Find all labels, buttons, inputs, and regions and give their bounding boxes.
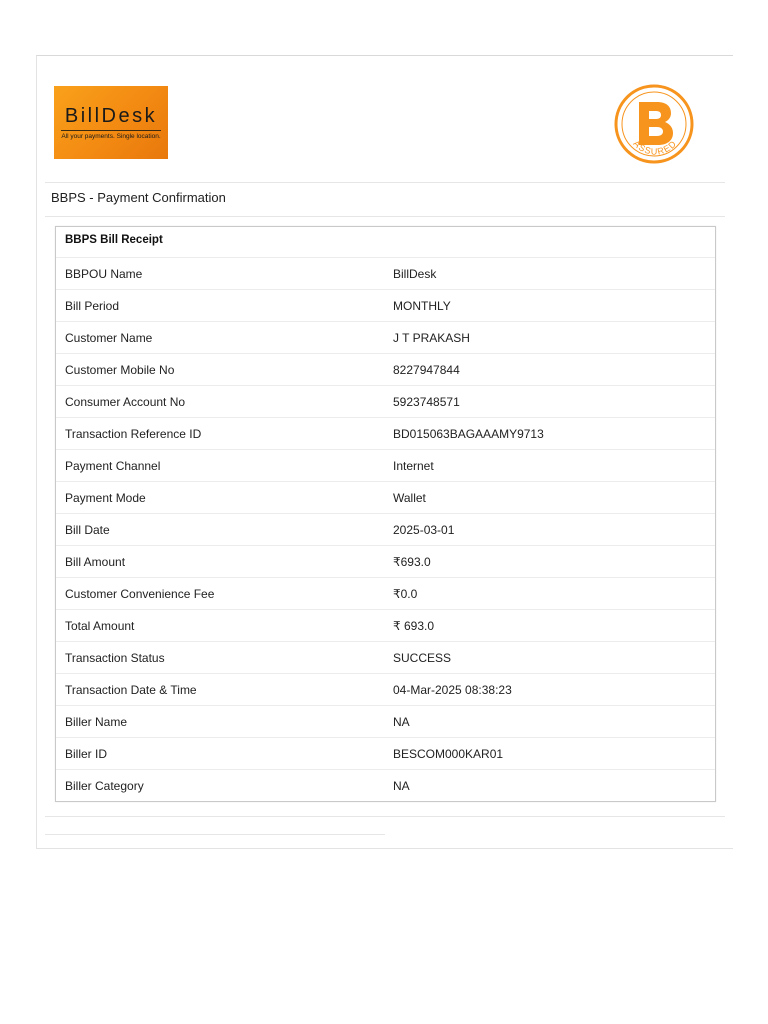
- table-row: [56, 705, 715, 737]
- row-value: SUCCESS: [393, 650, 452, 665]
- row-value: 04-Mar-2025 08:38:23: [393, 682, 512, 697]
- divider: [45, 816, 725, 817]
- row-value: MONTHLY: [393, 298, 451, 313]
- row-label: Biller Category: [65, 778, 144, 793]
- row-value: NA: [393, 714, 410, 729]
- row-label: Customer Name: [65, 330, 153, 345]
- row-label: Transaction Date & Time: [65, 682, 197, 697]
- table-row: [56, 481, 715, 513]
- bharat-billpay-assured-logo: [612, 82, 696, 166]
- row-label: Customer Convenience Fee: [65, 586, 215, 601]
- table-row: [56, 257, 715, 289]
- row-label: Transaction Reference ID: [65, 426, 202, 441]
- row-label: Consumer Account No: [65, 394, 186, 409]
- row-value: BESCOM000KAR01: [393, 746, 504, 761]
- table-row: [56, 641, 715, 673]
- billdesk-logo-word: BillDesk: [64, 105, 158, 127]
- row-label: Bill Date: [65, 522, 110, 537]
- table-row: [56, 609, 715, 641]
- row-label: Biller Name: [65, 714, 128, 729]
- row-label: Customer Mobile No: [65, 362, 175, 377]
- table-row: [56, 321, 715, 353]
- table-row: [56, 449, 715, 481]
- billdesk-logo: [54, 86, 168, 159]
- table-row: [56, 577, 715, 609]
- row-label: Payment Channel: [65, 458, 161, 473]
- row-label: Total Amount: [65, 618, 135, 633]
- row-value: BillDesk: [393, 266, 437, 281]
- row-label: Biller ID: [65, 746, 108, 761]
- row-value: ₹693.0: [393, 554, 431, 569]
- row-label: BBPOU Name: [65, 266, 143, 281]
- row-value: 2025-03-01: [393, 522, 455, 537]
- row-value: 8227947844: [393, 362, 460, 377]
- table-row: [56, 545, 715, 577]
- table-row: [56, 417, 715, 449]
- row-value: J T PRAKASH: [393, 330, 470, 345]
- row-value: Internet: [393, 458, 434, 473]
- table-row: [56, 353, 715, 385]
- table-row: [56, 673, 715, 705]
- row-value: Wallet: [393, 490, 426, 505]
- billdesk-logo-rule: [61, 130, 161, 131]
- row-value: 5923748571: [393, 394, 460, 409]
- row-value: ₹0.0: [393, 586, 418, 601]
- bill-receipt-table: [55, 226, 716, 802]
- table-row: [56, 385, 715, 417]
- assured-text: ASSURED: [631, 138, 679, 157]
- row-value: ₹ 693.0: [393, 618, 434, 633]
- divider: [45, 216, 725, 217]
- row-value: NA: [393, 778, 410, 793]
- table-row: [56, 737, 715, 769]
- table-row: [56, 513, 715, 545]
- receipt-title: BBPS Bill Receipt: [65, 234, 163, 246]
- divider: [45, 182, 725, 183]
- divider: [45, 834, 385, 835]
- table-row: [56, 289, 715, 321]
- row-label: Payment Mode: [65, 490, 146, 505]
- page-title: BBPS - Payment Confirmation: [51, 190, 226, 205]
- billdesk-logo-tagline: All your payments. Single location.: [61, 133, 161, 140]
- row-label: Transaction Status: [65, 650, 165, 665]
- row-label: Bill Amount: [65, 554, 126, 569]
- table-row: [56, 769, 715, 801]
- row-label: Bill Period: [65, 298, 120, 313]
- row-value: BD015063BAGAAAMY9713: [393, 426, 544, 441]
